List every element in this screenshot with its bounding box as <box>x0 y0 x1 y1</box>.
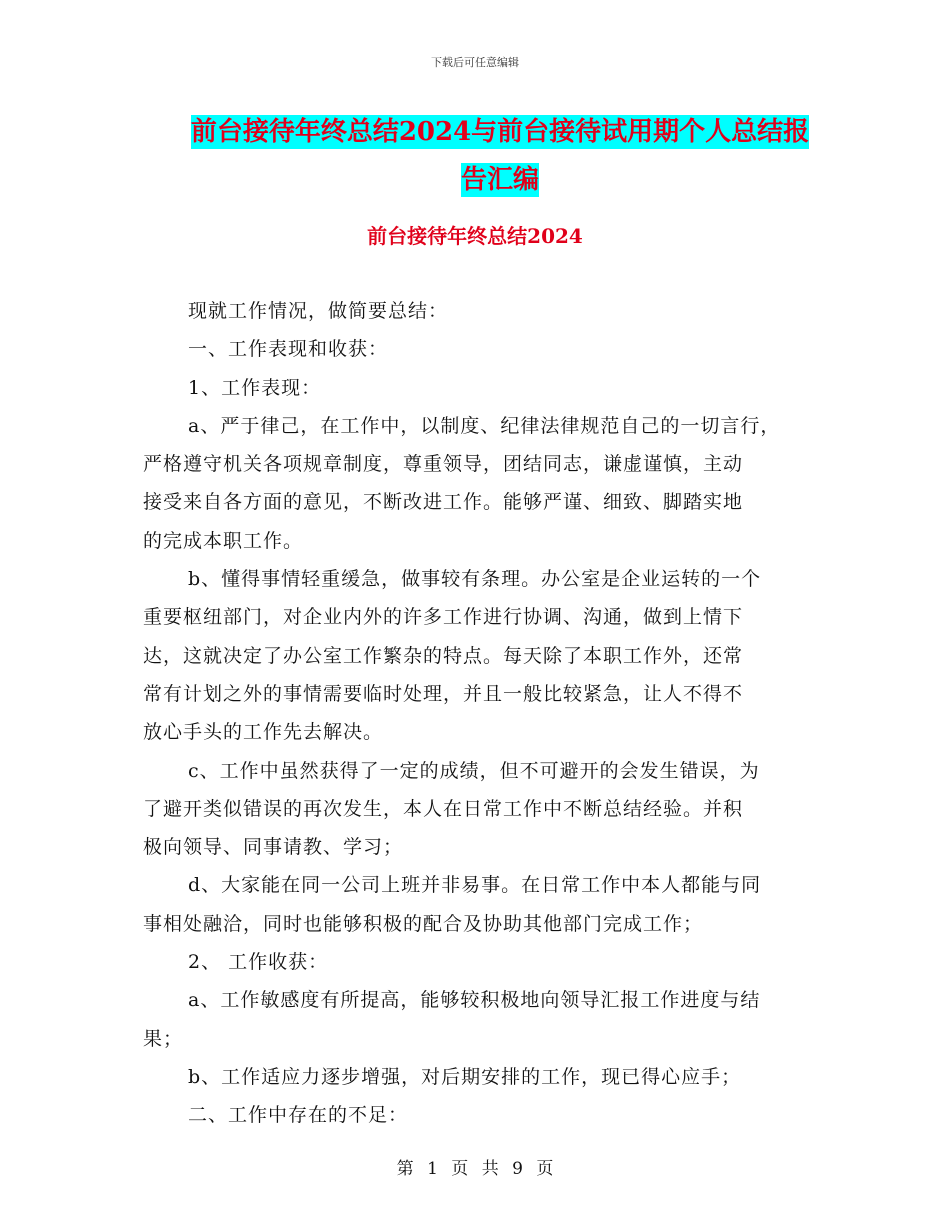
paragraph-line: a、严于律己，在工作中，以制度、纪律法律规范自己的一切言行， <box>188 414 781 437</box>
paragraph <box>143 866 823 943</box>
paragraph-line: b、懂得事情轻重缓急，做事较有条理。办公室是企业运转的一个 <box>188 568 762 591</box>
paragraph <box>143 292 823 330</box>
paragraph-line: 的完成本职工作。 <box>143 529 304 552</box>
paragraph-line: 放心手头的工作先去解决。 <box>143 721 384 744</box>
paragraph <box>143 981 823 1058</box>
paragraph-line: 极向领导、同事请教、学习； <box>143 836 404 859</box>
paragraph-line: 2、 工作收获： <box>188 951 329 974</box>
paragraph-line: b、工作适应力逐步增强，对后期安排的工作，现已得心应手； <box>188 1065 742 1088</box>
body-text <box>143 292 823 1135</box>
paragraph-line: 重要枢纽部门，对企业内外的许多工作进行协调、沟通，做到上情下 <box>143 606 744 629</box>
document-title <box>140 108 860 204</box>
document-title-line2: 告汇编 <box>460 165 539 195</box>
paragraph-line: 果； <box>143 1027 184 1050</box>
paragraph-line: d、大家能在同一公司上班并非易事。在日常工作中本人都能与同 <box>188 874 762 897</box>
paragraph <box>143 943 823 981</box>
paragraph <box>143 752 823 867</box>
paragraph-line: 二、工作中存在的不足： <box>188 1104 409 1127</box>
header-note: 下载后可任意编辑 <box>431 56 519 69</box>
footer-page-word: 页 <box>451 1159 469 1179</box>
footer-prefix: 第 <box>396 1159 414 1179</box>
footer-suffix: 页 <box>536 1159 554 1179</box>
footer-page-number: 1 <box>427 1159 438 1179</box>
paragraph <box>143 407 823 560</box>
footer-total-pages: 9 <box>512 1159 523 1179</box>
paragraph-line: 常有计划之外的事情需要临时处理，并且一般比较紧急，让人不得不 <box>143 682 744 705</box>
paragraph-line: 严格遵守机关各项规章制度，尊重领导，团结同志，谦虚谨慎，主动 <box>143 453 744 476</box>
paragraph-line: 了避开类似错误的再次发生，本人在日常工作中不断总结经验。并积 <box>143 797 744 820</box>
paragraph-line: 一、工作表现和收获： <box>188 338 389 361</box>
paragraph-line: 1、工作表现： <box>188 376 322 399</box>
paragraph-line: 达，这就决定了办公室工作繁杂的特点。每天除了本职工作外，还常 <box>143 644 744 667</box>
document-title-line1: 前台接待年终总结2024与前台接待试用期个人总结报 <box>190 117 810 147</box>
paragraph-line: a、工作敏感度有所提高，能够较积极地向领导汇报工作进度与结 <box>188 989 761 1012</box>
paragraph-line: 现就工作情况，做简要总结： <box>188 300 449 322</box>
paragraph-line: 事相处融洽，同时也能够积极的配合及协助其他部门完成工作； <box>143 912 704 935</box>
paragraph-line: c、工作中虽然获得了一定的成绩，但不可避开的会发生错误，为 <box>188 759 760 782</box>
paragraph <box>143 1096 823 1134</box>
paragraph <box>143 560 823 751</box>
paragraph-line: 接受来自各方面的意见，不断改进工作。能够严谨、细致、脚踏实地 <box>143 491 744 514</box>
paragraph <box>143 1058 823 1096</box>
footer-total-word: 共 <box>481 1159 499 1179</box>
paragraph <box>143 330 823 368</box>
section-title: 前台接待年终总结2024 <box>367 224 583 248</box>
paragraph <box>143 369 823 407</box>
page-footer <box>0 1154 950 1179</box>
